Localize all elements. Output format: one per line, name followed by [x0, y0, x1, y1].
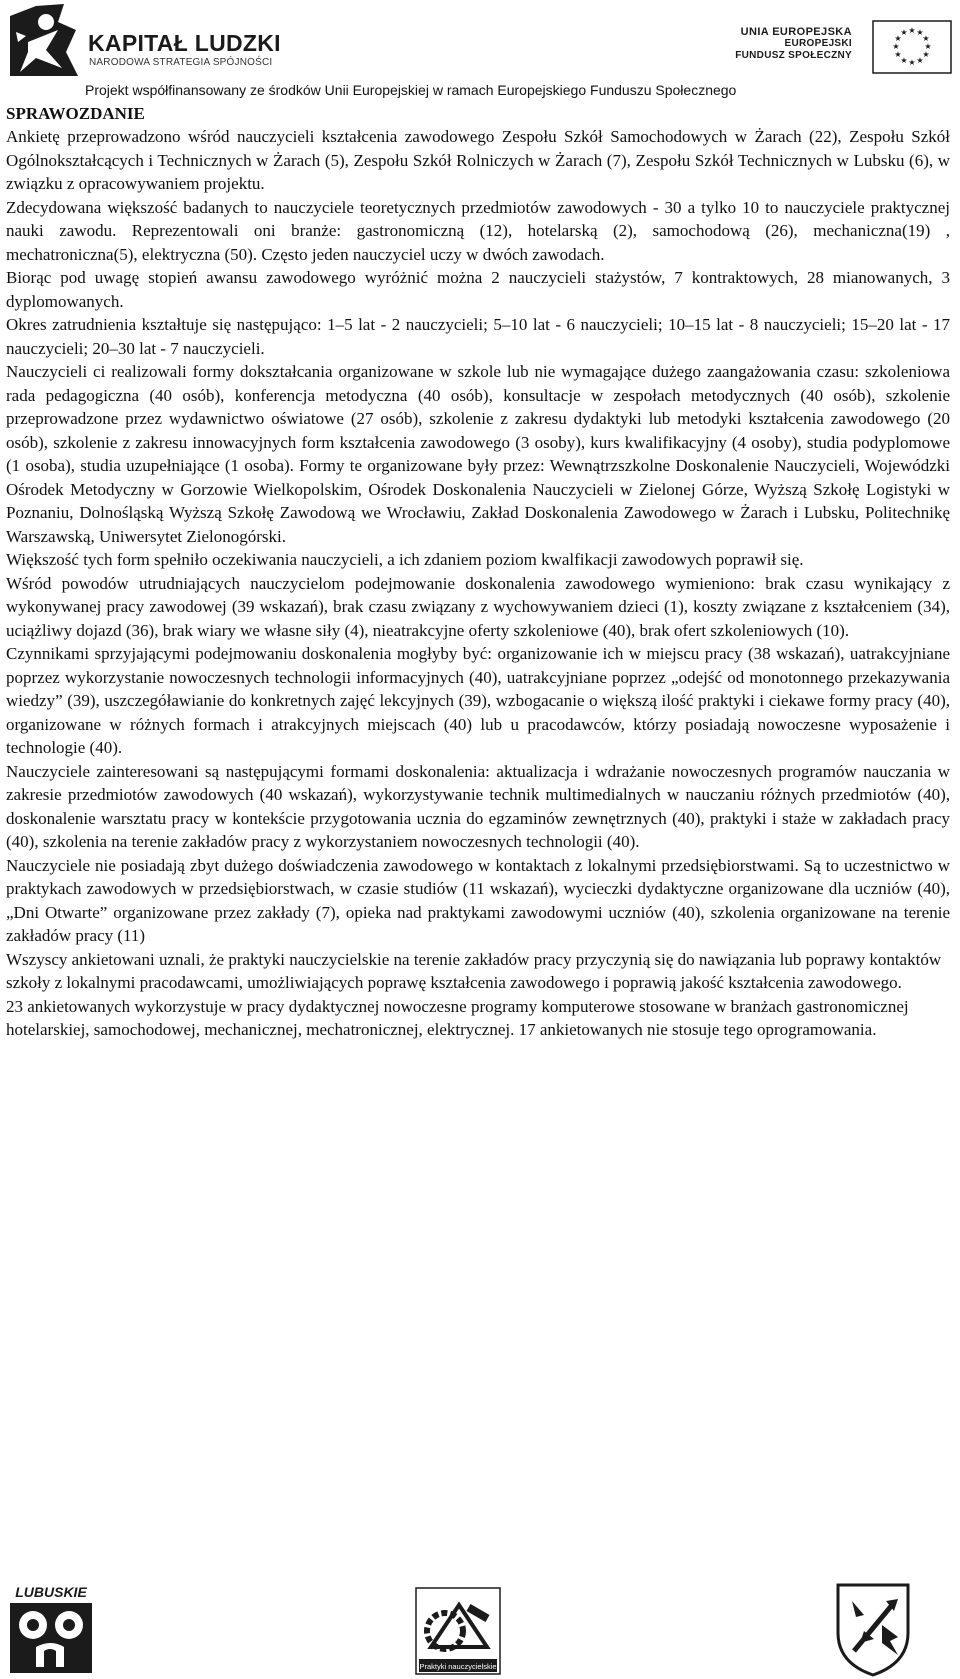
- svg-text:★: ★: [900, 28, 908, 37]
- eu-line-2: EUROPEJSKI: [784, 38, 852, 49]
- page-footer: [0, 1575, 960, 1679]
- svg-text:★: ★: [924, 42, 932, 51]
- svg-text:★: ★: [892, 42, 900, 51]
- svg-text:★: ★: [916, 28, 924, 37]
- paragraph: Wszyscy ankietowani uznali, że praktyki nauczycielskie na terenie zakładów pracy przyczynią się do nawiązania lub poprawy kontaktów szkoły z lokalnymi pracodawcami, umożliwiających poprawę kształcenia zawodowego i poprawią jakość kształcenia zawodowego.: [6, 949, 942, 992]
- svg-text:★: ★: [922, 50, 930, 59]
- eu-flag-icon: [872, 20, 952, 74]
- paragraph: Ankietę przeprowadzono wśród nauczycieli kształcenia zawodowego Zespołu Szkół Samochodowych w Żarach (22), Zespołu Szkół Ogólnokształcących i Technicznych w Żarach (5), Zespołu Szkół Rolniczych w Żarach (7), Zespołu Szkół Technicznych w Lubsku (6), w związku z opracowywaniem projektu.: [6, 127, 950, 193]
- paragraph: Nauczyciele zainteresowani są następującymi formami doskonalenia: aktualizacja i wdrażanie nowoczesnych programów nauczania w zakresie przedmiotów zawodowych (40 wskazań), wykorzystywanie technik multimedialnych w nauczaniu różnych przedmiotów (40), doskonalenie warsztatu pracy w kontekście przygotowania ucznia do egzaminów zewnętrznych (40), praktyki i staże w zakładach pracy (40), szkolenia na terenie zakładów pracy z wykorzystaniem nowoczesnych technologii (40).: [6, 761, 950, 851]
- lubuskie-logo-icon: [6, 1583, 96, 1675]
- paragraph: Wśród powodów utrudniających nauczycielom podejmowanie doskonalenia zawodowego wymieniono: brak czasu wynikający z wykonywanej pracy zawodowej (39 wskazań), brak czasu związany z wychowywaniem dzieci (1), koszty związane z kształceniem (34), uciążliwy dojazd (36), brak wiary we własne siły (4), nieatrakcyjne oferty szkoleniowe (40), brak ofert szkoleniowych (10).: [6, 573, 950, 640]
- kapital-ludzki-logo-icon: [6, 2, 82, 82]
- eu-line-3: FUNDUSZ SPOŁECZNY: [735, 50, 852, 61]
- paragraph: Czynnikami sprzyjającymi podejmowaniu doskonalenia mogłyby być: organizowanie ich w miejscu pracy (38 wskazań), uatrakcyjniane poprzez wykorzystanie nowoczesnych technologii informacyjnych (40), uatrakcyjniane poprzez „odejść od monotonnego przekazywania wiedzy” (39), uszczegóławianie do konkretnych zajęć lekcyjnych (39), wzbogacanie o większą ilość praktyki i ciekawe formy pracy (40), organizowane w różnych formach i atrakcyjnych miejscach (40) lub u pracodawców, którzy posiadają nowoczesne wyposażenie i technologie (40).: [6, 644, 950, 757]
- paragraph: Większość tych form spełniło oczekiwania nauczycieli, a ich zdaniem poziom kwalfikacji zawodowych poprawił się.: [6, 550, 804, 569]
- svg-text:★: ★: [894, 34, 902, 43]
- svg-text:★: ★: [900, 56, 908, 65]
- brand-subtitle: NARODOWA STRATEGIA SPÓJNOŚCI: [89, 57, 273, 68]
- paragraph: Nauczyciele nie posiadają zbyt dużego doświadczenia zawodowego w kontaktach z lokalnymi przedsiębiorstwami. Są to uczestnictwo w praktykach zawodowych w przedsiębiorstwach, w czasie studiów (11 wskazań), wycieczki dydaktyczne organizowane dla uczniów (40), „Dni Otwarte” organizowane przez zakłady (7), opieka nad praktykami zawodowymi uczniów (40), szkolenia organizowane na terenie zakładów pracy (11): [6, 855, 950, 945]
- brand-name: KAPITAŁ LUDZKI: [88, 30, 281, 56]
- page-header: [0, 0, 960, 108]
- svg-text:★: ★: [908, 26, 916, 35]
- paragraph: Okres zatrudnienia kształtuje się następująco: 1–5 lat - 2 nauczycieli; 5–10 lat - 6 nauczycieli; 10–15 lat - 8 nauczycieli; 15–20 lat - 17 nauczycieli; 20–30 lat - 7 nauczycieli.: [6, 315, 950, 358]
- project-cofinancing-line: Projekt współfinansowany ze środków Unii Europejskiej w ramach Europejskiego Funduszu Społecznego: [85, 82, 737, 98]
- svg-text:★: ★: [922, 34, 930, 43]
- eu-label: [735, 26, 852, 62]
- praktyki-logo-text: Praktyki nauczycielskie: [419, 1662, 497, 1671]
- paragraph: 23 ankietowanych wykorzystuje w pracy dydaktycznej nowoczesne programy komputerowe stosowane w branżach gastronomicznej hotelarskiej, samochodowej, mechanicznej, mechatronicznej, elektrycznej. 17 ankietowanych nie stosuje tego oprogramowania.: [6, 996, 909, 1039]
- eu-line-1: UNIA EUROPEJSKA: [740, 26, 852, 38]
- coat-of-arms-icon: [834, 1581, 912, 1677]
- report-body: [6, 103, 950, 1042]
- svg-text:★: ★: [908, 58, 916, 67]
- paragraph: Zdecydowana większość badanych to nauczyciele teoretycznych przedmiotów zawodowych - 30 a tylko 10 to nauczyciele praktycznej nauki zawodu. Reprezentowali oni branże: gastronomiczną (12), hotelarską (2), samochodową (26), mechaniczna(19) , mechatroniczna(5), elektryczna (50). Często jeden nauczyciel uczy w dwóch zawodach.: [6, 197, 950, 264]
- praktyki-logo-icon: [415, 1587, 501, 1675]
- svg-text:★: ★: [894, 50, 902, 59]
- paragraph: Nauczycieli ci realizowali formy dokształcania organizowane w szkole lub nie wymagające dużego zaangażowania czasu: szkoleniowa rada pedagogiczna (40 osób), konferencja metodyczna (40 osób), konsultacje w zespołach metodycznych (40 osób), szkolenie przeprowadzone przez wydawnictwo oświatowe (27 osób), szkolenie z zakresu dydaktyki lub metodyki kształcenia zawodowego (20 osób), szkolenie z zakresu innowacyjnych form kształcenia zawodowego (3 osoby), kurs kwalifikacyjny (4 osoby), studia podyplomowe (1 osoba), studia uzupełniające (1 osoba). Formy te organizowane były przez: Wewnątrzszkolne Doskonalenie Nauczycieli, Wojewódzki Ośrodek Metodyczny w Gorzowie Wielkopolskim, Ośrodek Doskonalenia Nauczycieli w Zielonej Górze, Wyższą Szkołę Logistyki w Poznaniu, Dolnośląską Wyższą Szkołę Zawodową we Wrocławiu, Zakład Doskonalenia Zawodowego w Żarach i Lubsku, Politechnikę Warszawską, Uniwersytet Zielonogórski.: [6, 362, 950, 546]
- svg-text:★: ★: [916, 56, 924, 65]
- lubuskie-logo-text: LUBUSKIE: [15, 1584, 87, 1600]
- paragraph: Biorąc pod uwagę stopień awansu zawodowego wyróżnić można 2 nauczycieli stażystów, 7 kontraktowych, 28 mianowanych, 3 dyplomowanych.: [6, 268, 950, 311]
- report-title: SPRAWOZDANIE: [6, 104, 145, 123]
